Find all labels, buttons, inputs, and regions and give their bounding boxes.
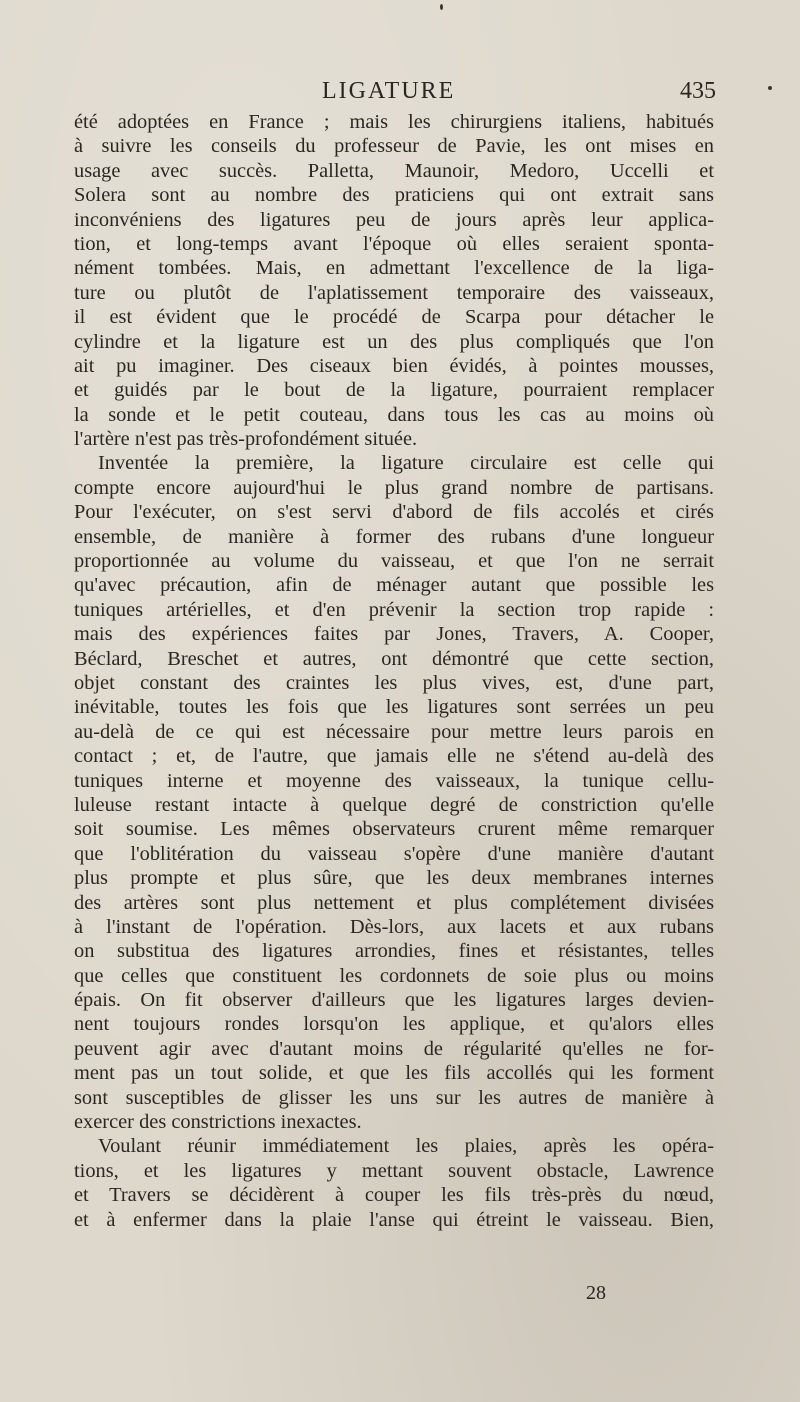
text-line: nent toujours rondes lorsqu'on les applique, et qu'alors elles [74,1013,714,1036]
text-line: Voulant réunir immédiatement les plaies, après les opéra- [98,1135,714,1158]
signature-mark: 28 [586,1282,606,1304]
text-line: au-delà de ce qui est nécessaire pour mettre leurs parois en [74,720,714,743]
page-number: 435 [680,78,716,104]
text-line: que celles que constituent les cordonnets de soie plus ou moins [74,964,714,987]
text-line: inconvéniens des ligatures peu de jours après leur applica- [74,208,714,231]
text-line: Inventée la première, la ligature circulaire est celle qui [98,452,714,475]
body-text [74,110,714,1232]
text-line: compte encore aujourd'hui le plus grand nombre de partisans. [74,476,714,499]
text-line: nément tombées. Mais, en admettant l'excellence de la liga- [74,257,714,280]
text-line: que l'oblitération du vaisseau s'opère d'une manière d'autant [74,842,714,865]
text-line: à l'instant de l'opération. Dès-lors, aux lacets et aux rubans [74,915,714,938]
paper-speck [440,4,443,10]
text-line: proportionnée au volume du vaisseau, et que l'on ne serrait [74,550,714,573]
text-line: exercer des constrictions inexactes. [74,1111,362,1134]
paper-speck [768,86,772,90]
text-line: plus prompte et plus sûre, que les deux membranes internes [74,867,714,890]
text-line: qu'avec précaution, afin de ménager autant que possible les [74,574,714,597]
text-line: épais. On fit observer d'ailleurs que les ligatures larges devien- [74,989,714,1012]
text-line: il est évident que le procédé de Scarpa pour détacher le [74,306,714,329]
text-line: tuniques interne et moyenne des vaisseaux, la tunique cellu- [74,769,714,792]
text-line: tions, et les ligatures y mettant souvent obstacle, Lawrence [74,1159,714,1182]
text-line: usage avec succès. Palletta, Maunoir, Medoro, Uccelli et [74,159,714,182]
text-line: peuvent agir avec d'autant moins de régularité qu'elles ne for- [74,1037,714,1060]
text-line: luleuse restant intacte à quelque degré de constriction qu'elle [74,793,714,816]
text-line: Pour l'exécuter, on s'est servi d'abord de fils accolés et cirés [74,501,714,524]
text-line: objet constant des craintes les plus vives, est, d'une part, [74,671,714,694]
text-line: on substitua des ligatures arrondies, fines et résistantes, telles [74,940,714,963]
running-title: LIGATURE [322,78,456,104]
text-line: Solera sont au nombre des praticiens qui ont extrait sans [74,184,714,207]
text-line: et Travers se décidèrent à couper les fils très-près du nœud, [74,1184,714,1207]
text-line: ture ou plutôt de l'aplatissement temporaire des vaisseaux, [74,281,714,304]
text-line: ensemble, de manière à former des rubans d'une longueur [74,525,714,548]
text-line: tuniques artérielles, et d'en prévenir la section trop rapide : [74,598,714,621]
text-line: l'artère n'est pas très-profondément située. [74,428,418,451]
text-line: à suivre les conseils du professeur de Pavie, les ont mises en [74,135,714,158]
text-line: des artères sont plus nettement et plus complétement divisées [74,891,714,914]
text-line: Béclard, Breschet et autres, ont démontré que cette section, [74,647,714,670]
text-line: inévitable, toutes les fois que les ligatures sont serrées un peu [74,696,714,719]
text-line: ment pas un tout solide, et que les fils accollés qui les forment [74,1062,714,1085]
text-line: ait pu imaginer. Des ciseaux bien évidés, à pointes mousses, [74,354,714,377]
text-line: été adoptées en France ; mais les chirurgiens italiens, habitués [74,111,714,133]
text-line: et à enfermer dans la plaie l'anse qui étreint le vaisseau. Bien, [74,1208,714,1231]
text-line: mais des expériences faites par Jones, Travers, A. Cooper, [74,623,714,646]
text-line: contact ; et, de l'autre, que jamais elle ne s'étend au-delà des [74,745,714,768]
text-line: sont susceptibles de glisser les uns sur les autres de manière à [74,1086,714,1109]
text-line: cylindre et la ligature est un des plus compliqués que l'on [74,330,714,353]
text-line: tion, et long-temps avant l'époque où elles seraient sponta- [74,232,714,255]
text-line: la sonde et le petit couteau, dans tous les cas au moins où [74,403,714,426]
text-line: et guidés par le bout de la ligature, pourraient remplacer [74,379,714,402]
text-line: soit soumise. Les mêmes observateurs crurent même remarquer [74,818,714,841]
